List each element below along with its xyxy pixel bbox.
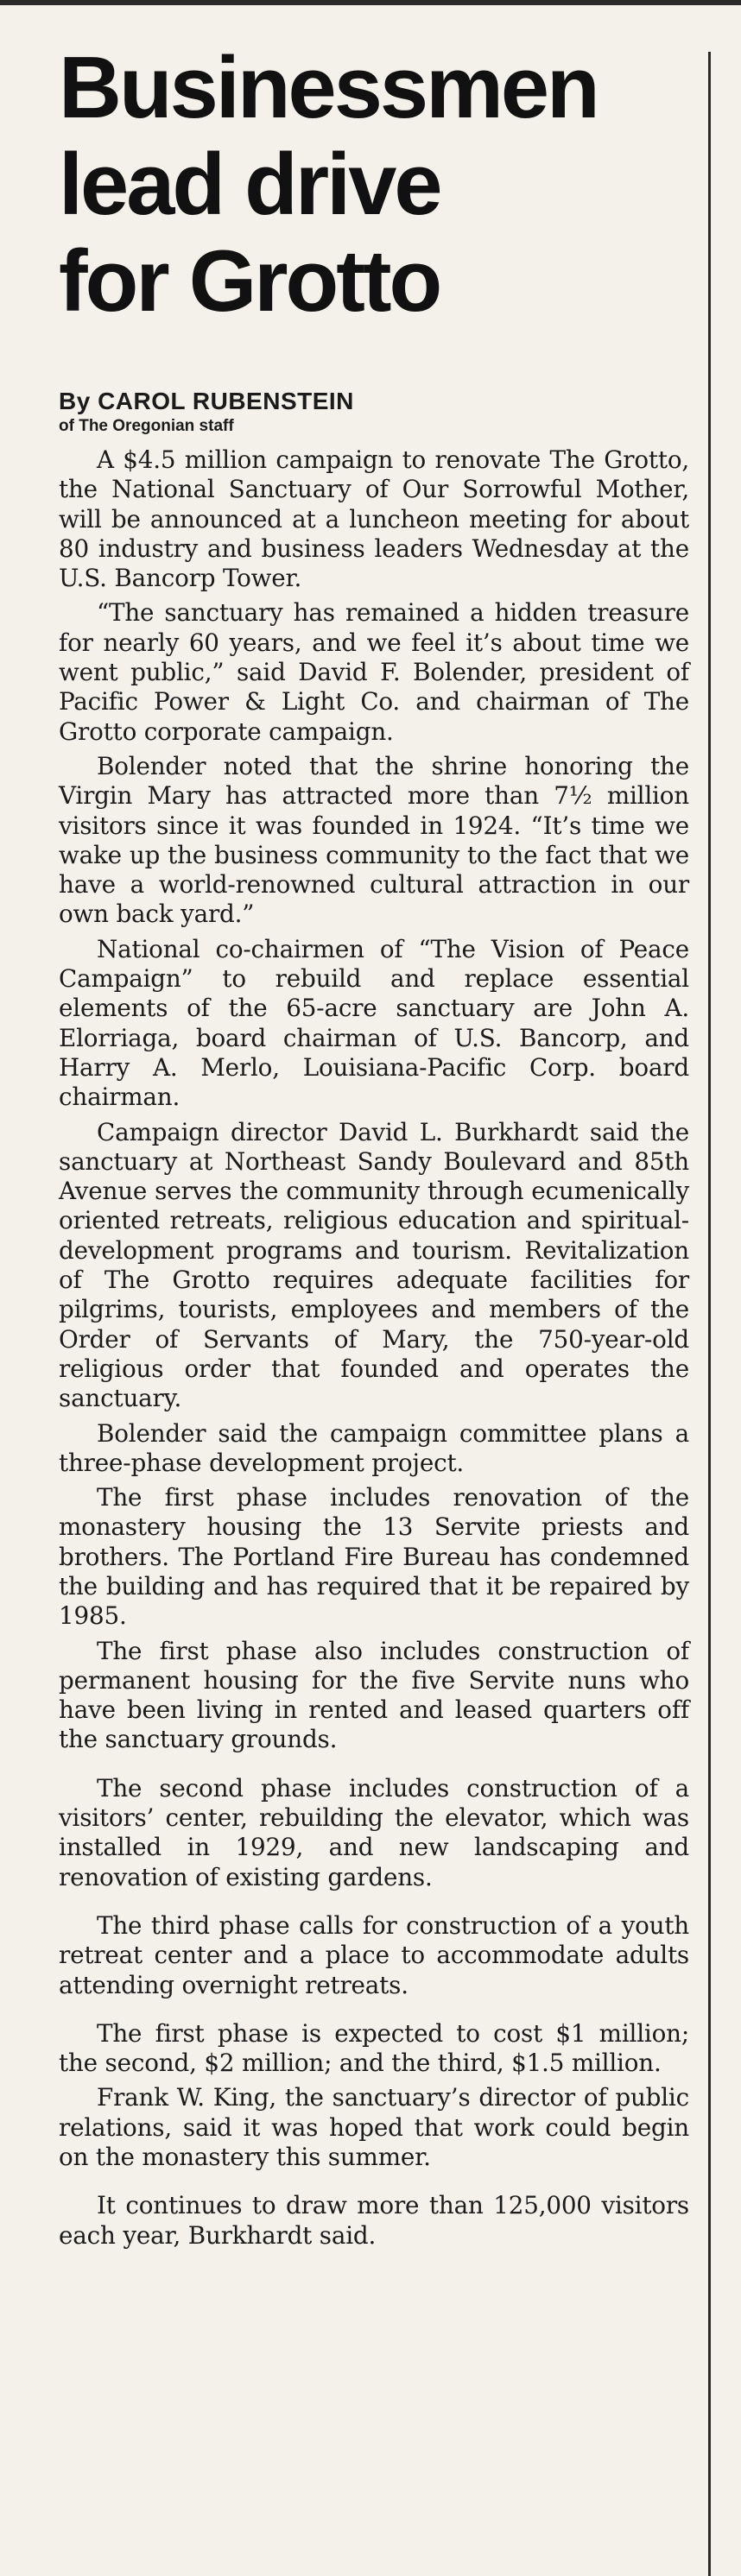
byline-author: By CAROL RUBENSTEIN [59,388,354,414]
byline-affiliation: of The Oregonian staff [59,417,234,435]
body-paragraph: Campaign director David L. Burkhardt said the sanctuary at Northeast Sandy Boulevard and 85th Avenue serves the community through ecumenically oriented retreats, religious education and spiritual-development programs and tourism. Revitalization of The Grotto requires adequate facilities for pilgrims, tourists, employees and members of the Order of Servants of Mary, the 750-year-old religious order that founded and operates the sanctuary. [59,1117,689,1413]
body-paragraph: Frank W. King, the sanctuary’s director of public relations, said it was hoped that work could begin on the monastery this summer. [59,2083,689,2172]
body-paragraph: Bolender said the campaign committee plans a three-phase development project. [59,1418,689,1477]
body-paragraph: A $4.5 million campaign to renovate The Grotto, the National Sanctuary of Our Sorrowful Mother, will be announced at a luncheon meeting for about 80 industry and business leaders Wednesday at the U.S. Bancorp Tower. [59,445,689,593]
body-paragraph: The third phase calls for construction of a youth retreat center and a place to accommodate adults attending overnight retreats. [59,1910,689,1999]
column-divider-rule [708,52,711,2576]
headline-line: for Grotto [59,233,440,330]
body-paragraph: It continues to draw more than 125,000 visitors each year, Burkhardt said. [59,2191,689,2250]
body-paragraph: National co-chairmen of “The Vision of Peace Campaign” to rebuild and replace essential elements of the 65-acre sanctuary are John A. Elorriaga, board chairman of U.S. Bancorp, and Harry A. Merlo, Louisiana-Pacific Corp. board chairman. [59,934,689,1112]
headline-line: Businessmen [59,40,598,136]
body-paragraph: The first phase is expected to cost $1 million; the second, $2 million; and the third, $1.5 million. [59,2018,689,2078]
body-paragraph: The first phase also includes construction of permanent housing for the five Servite nuns who have been living in rented and leased quarters off the sanctuary grounds. [59,1636,689,1754]
body-paragraph: “The sanctuary has remained a hidden treasure for nearly 60 years, and we feel it’s about time we went public,” said David F. Bolender, president of Pacific Power & Light Co. and chairman of The Grotto corporate campaign. [59,598,689,746]
body-paragraph: The second phase includes construction of a visitors’ center, rebuilding the elevator, which was installed in 1929, and new landscaping and renovation of existing gardens. [59,1773,689,1891]
headline-line: lead drive [59,136,440,233]
article-body [59,445,689,2251]
headline [59,40,689,330]
body-paragraph: The first phase includes renovation of the monastery housing the 13 Servite priests and brothers. The Portland Fire Bureau has condemned the building and has required that it be repaired by 1985. [59,1483,689,1631]
top-border-rule [0,0,741,5]
body-paragraph: Bolender noted that the shrine honoring the Virgin Mary has attracted more than 7½ million visitors since it was founded in 1924. “It’s time we wake up the business community to the fact that we have a world-renowned cultural attraction in our own back yard.” [59,751,689,929]
article [59,40,689,2256]
